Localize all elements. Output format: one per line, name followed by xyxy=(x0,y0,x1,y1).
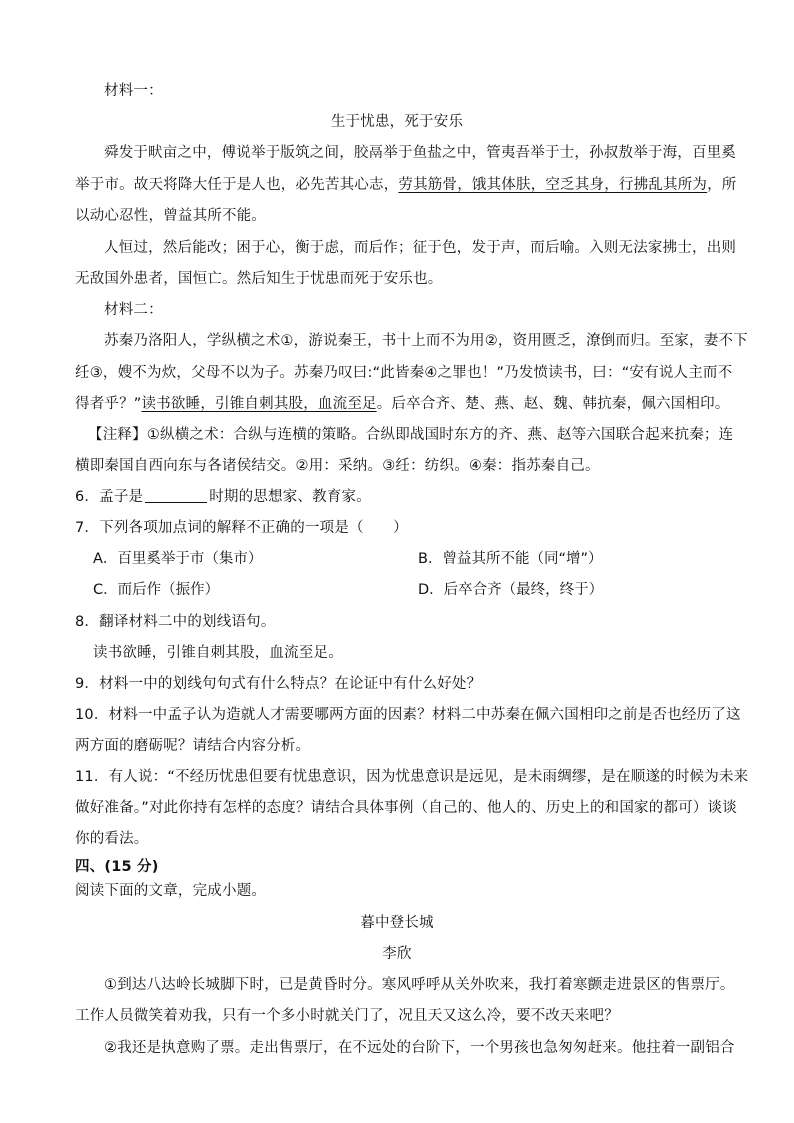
question-11-line2: 做好准备。”对此你持有怎样的态度？请结合具体事例（自己的、他人的、历史上的和国家的都可）谈谈 xyxy=(75,800,737,816)
question-7: 7．下列各项加点词的解释不正确的一项是（ ） xyxy=(75,520,408,536)
article-p1-line1: ①到达八达岭长城脚下时，已是黄昏时分。寒风呼呼从关外吹来，我打着寒颤走进景区的售票厅。 xyxy=(104,977,735,993)
option-a: A．百里奚举于市（集市） xyxy=(93,551,263,567)
underlined-sentence: 劳其筋骨，饿其体肤，空乏其身，行拂乱其所为 xyxy=(398,177,708,193)
option-b: B．曾益其所不能（同“增”） xyxy=(418,551,603,567)
section-heading: 四、(15 分) xyxy=(75,859,159,875)
material1-title: 生于忧患，死于安乐 xyxy=(330,114,464,130)
question-11-line3: 你的看法。 xyxy=(75,831,149,847)
option-d: D．后卒合齐（最终，终于） xyxy=(418,582,604,598)
question-10-line1: 10．材料一中孟子认为造就人才需要哪两方面的因素？材料二中苏秦在佩六国相印之前是否也经历了这 xyxy=(75,707,741,723)
material2-label: 材料二： xyxy=(104,302,163,318)
text-segment: 举于市。故天将降大任于是人也，必先苦其心志， xyxy=(75,177,399,193)
question-8: 8．翻译材料二中的划线语句。 xyxy=(75,614,276,630)
material1-label: 材料一： xyxy=(104,83,163,99)
material2-line3 xyxy=(75,393,747,415)
article-title: 暮中登长城 xyxy=(360,915,434,931)
material1-p1-line1: 舜发于畎亩之中，傅说举于版筑之间，胶鬲举于鱼盐之中，管夷吾举于士，孙叔敖举于海，百里奚 xyxy=(104,145,737,161)
option-c: C．而后作（振作） xyxy=(93,582,220,598)
section-instruction: 阅读下面的文章，完成小题。 xyxy=(75,883,267,899)
material1-p2-line2: 无敌国外患者，国恒亡。然后知生于忧患而死于安乐也。 xyxy=(75,271,443,287)
material1-p1-line2 xyxy=(75,174,747,196)
annotation-line2: 横即秦国自西向东与各诸侯结交。②用：采纳。③纴：纺织。④秦：指苏秦自己。 xyxy=(75,458,600,474)
material2-line1: 苏秦乃洛阳人，学纵横之术①，游说秦王，书十上而不为用②，资用匮乏，潦倒而归。至家，妻不下 xyxy=(104,333,748,349)
underlined-sentence: 读书欲睡，引锥自刺其股，血流至足 xyxy=(141,396,377,412)
article-author: 李欣 xyxy=(382,946,412,962)
text-segment: 得者乎？” xyxy=(75,396,142,412)
annotation-line1: 【注释】①纵横之术：合纵与连横的策略。合纵即战国时东方的齐、燕、赵等六国联合起来抗秦；连 xyxy=(88,427,734,443)
question-8-sentence: 读书欲睡，引锥自刺其股，血流至足。 xyxy=(93,645,343,661)
text-segment: ，所 xyxy=(707,177,737,193)
question-text: 时期的思想家、教育家。 xyxy=(209,489,371,505)
material1-p1-line3: 以动心忍性，曾益其所不能。 xyxy=(75,208,267,224)
material2-line2: 纴③，嫂不为炊，父母不以为子。苏秦乃叹曰:“此皆秦④之罪也！”乃发愤读书，曰：“安有说人主而不 xyxy=(75,365,733,381)
question-10-line2: 两方面的磨砺呢？请结合内容分析。 xyxy=(75,738,311,754)
answer-blank xyxy=(145,487,207,503)
text-segment: 。后卒合齐、楚、燕、赵、魏、韩抗秦，佩六国相印。 xyxy=(376,396,730,412)
question-11-line1: 11．有人说：“不经历忧患但要有忧患意识，因为忧患意识是远见，是未雨绸缪，是在顺遂的时候为未来 xyxy=(75,769,749,785)
question-6 xyxy=(75,486,747,508)
question-text: 6．孟子是 xyxy=(75,489,144,505)
article-p1-line2: 工作人员微笑着劝我，只有一个多小时就关门了，况且天又这么冷，要不改天来吧？ xyxy=(75,1008,619,1024)
material1-p2-line1: 人恒过，然后能改；困于心，衡于虑，而后作；征于色，发于声，而后喻。入则无法家拂士，出则 xyxy=(104,240,737,256)
article-p2-line1: ②我还是执意购了票。走出售票厅，在不远处的台阶下，一个男孩也急匆匆赶来。他拄着一副铝合 xyxy=(104,1040,735,1056)
question-9: 9．材料一中的划线句句式有什么特点？在论证中有什么好处？ xyxy=(75,676,482,692)
